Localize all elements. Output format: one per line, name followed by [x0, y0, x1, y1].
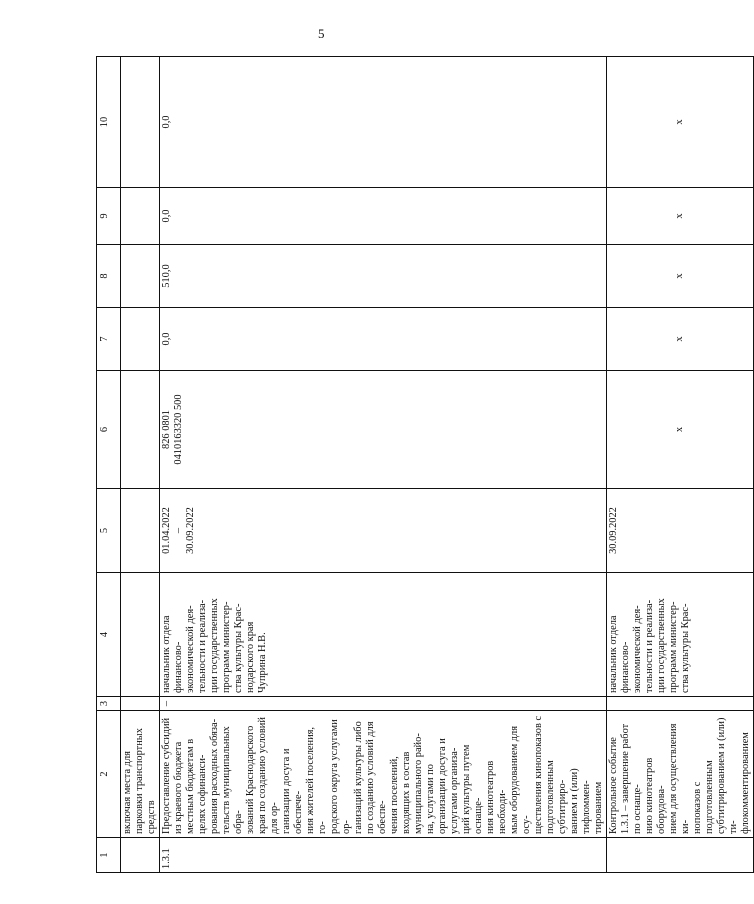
- responsible-person: начальник отдела финансово- экономической дея- тельности и реализа- ции государственных программ министер- ства культуры Крас- нодарского края Чуприна Н.В.: [160, 573, 607, 697]
- header-cell-6: 6: [97, 371, 121, 489]
- value-col-7: [121, 308, 160, 371]
- rotated-page: [96, 57, 751, 873]
- row-number: 1.3.1: [160, 838, 607, 873]
- value-col-10: [121, 57, 160, 188]
- cell-col-3: –: [160, 697, 607, 711]
- header-cell-1: 1: [97, 838, 121, 873]
- budget-code: 826 0801 0410163320 500: [160, 371, 607, 489]
- header-row: [97, 57, 121, 873]
- cell-col-3: [121, 697, 160, 711]
- header-cell-7: 7: [97, 308, 121, 371]
- value-col-7: х: [607, 308, 754, 371]
- cell-col-3: [607, 697, 754, 711]
- measure-name: Предоставление субсидий из краевого бюджета местным бюджетам в целях софинанси- рования расходных обяза- тельств муниципальных обра- зований Краснодарского края по созданию условий для ор- ганизации досуга и обеспече- ния жителей поселения, го- родского округа услугами ор- ганизаций культуры либо по созданию условий для обеспе- чения поселений, входящих в состав муниципального райо- на, услугами по организации досуга и услугами организа- ций культуры путем оснаще- ния кинотеатров необходи- мым оборудованием для осу- ществления кинопоказов с подготовленным субтитриро- ванием и (или) тифломмен- тированием: [160, 711, 607, 838]
- plan-table: [96, 56, 754, 873]
- value-col-7: 0,0: [160, 308, 607, 371]
- value-col-8: [121, 245, 160, 308]
- table-row: [607, 57, 754, 873]
- value-col-10: 0,0: [160, 57, 607, 188]
- responsible-person: начальник отдела финансово- экономической дея- тельности и реализа- ции государственных программ министер- ства культуры Крас-: [607, 573, 754, 697]
- table-row: [121, 57, 160, 873]
- header-cell-5: 5: [97, 489, 121, 573]
- value-col-8: х: [607, 245, 754, 308]
- header-cell-2: 2: [97, 711, 121, 838]
- header-cell-3: 3: [97, 697, 121, 711]
- page-number: 5: [318, 26, 325, 41]
- value-col-10: х: [607, 57, 754, 188]
- responsible-person: [121, 573, 160, 697]
- measure-name: включая места для парковки транспортных средств: [121, 711, 160, 838]
- header-cell-4: 4: [97, 573, 121, 697]
- row-number: [121, 838, 160, 873]
- budget-code: х: [607, 371, 754, 489]
- header-cell-10: 10: [97, 57, 121, 188]
- value-col-9: [121, 188, 160, 245]
- header-cell-8: 8: [97, 245, 121, 308]
- period: 01.04.2022 – 30.09.2022: [160, 489, 607, 573]
- budget-code: [121, 371, 160, 489]
- value-col-8: 510,0: [160, 245, 607, 308]
- header-cell-9: 9: [97, 188, 121, 245]
- measure-name: Контрольное событие 1.3.1 – завершение работ по оснаще- нию кинотеатров оборудова- нием для осуществления ки- нопоказов с подготовленным субтитрированием и (или) ти- флокомментированием: [607, 711, 754, 838]
- table-row: [160, 57, 607, 873]
- value-col-9: 0,0: [160, 188, 607, 245]
- row-number: [607, 838, 754, 873]
- period: [121, 489, 160, 573]
- period: 30.09.2022: [607, 489, 754, 573]
- value-col-9: х: [607, 188, 754, 245]
